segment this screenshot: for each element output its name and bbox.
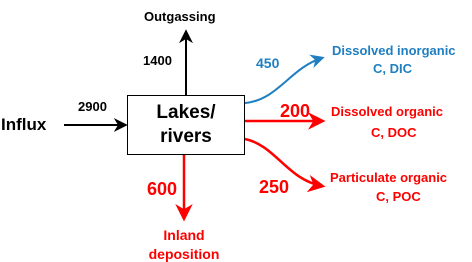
- influx-value: 2900: [78, 99, 107, 114]
- doc-label-line1: Dissolved organic: [331, 104, 443, 119]
- poc-label-line1: Particulate organic: [330, 170, 448, 185]
- center-label-line2: rivers: [160, 126, 212, 147]
- deposition-label-line1: Inland: [163, 227, 205, 243]
- doc-label-line2: C, DOC: [371, 125, 417, 140]
- poc-label-line2: C, POC: [376, 189, 421, 204]
- doc-value: 200: [280, 101, 311, 121]
- outgassing-label: Outgassing: [144, 9, 216, 24]
- poc-value: 250: [259, 177, 290, 197]
- outgassing-value: 1400: [143, 53, 172, 68]
- dic-label-line1: Dissolved inorganic: [332, 43, 456, 58]
- deposition-value: 600: [147, 179, 178, 199]
- dic-value: 450: [256, 55, 280, 71]
- dic-label-line2: C, DIC: [373, 61, 412, 76]
- influx-label: Influx: [1, 115, 47, 134]
- deposition-label-line2: deposition: [148, 246, 220, 262]
- center-label-line1: Lakes/: [156, 102, 216, 123]
